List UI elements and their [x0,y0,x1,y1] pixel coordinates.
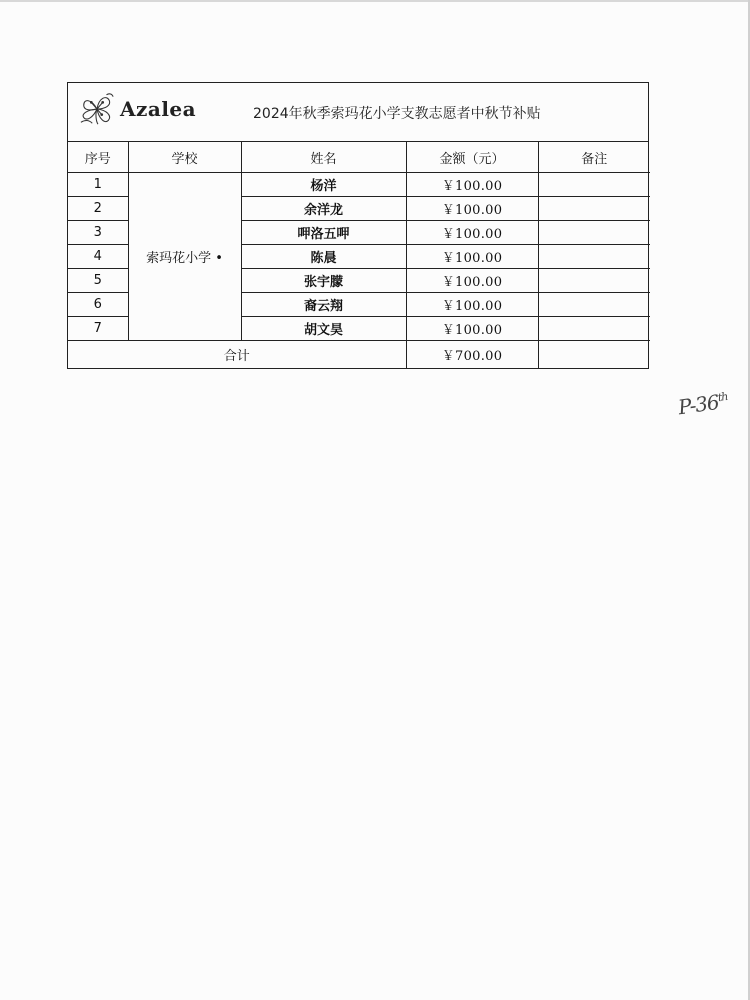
school-name: 索玛花小学 [146,251,212,266]
total-row [68,341,650,369]
row-name: 张宇朦 [241,269,406,293]
row-name: 裔云翔 [241,293,406,317]
table-row [68,173,650,197]
row-name: 陈晨 [241,245,406,269]
row-amount: ￥100.00 [406,245,538,269]
handwritten-mark-superscript: th [716,389,729,405]
row-name: 余洋龙 [241,197,406,221]
total-amount: ￥700.00 [406,341,538,369]
column-header-index: 序号 [68,142,128,173]
row-name: 胡文昊 [241,317,406,341]
row-note [538,269,650,293]
document-title: 2024年秋季索玛花小学支教志愿者中秋节补贴 [253,106,541,122]
logo-text: Azalea [120,97,197,121]
table-header-banner [68,83,648,142]
handwritten-mark-text: P-36 [676,389,721,420]
row-name: 杨洋 [241,173,406,197]
row-index: 6 [68,293,128,317]
row-index: 4 [68,245,128,269]
total-note [538,341,650,369]
column-header-amount: 金额（元） [406,142,538,173]
azalea-logo [78,91,196,127]
row-note [538,221,650,245]
bullet-mark: • [215,251,223,266]
column-header-name: 姓名 [241,142,406,173]
handwritten-page-mark [677,389,730,420]
row-name: 呷洛五呷 [241,221,406,245]
row-amount: ￥100.00 [406,221,538,245]
school-cell [128,173,241,341]
row-amount: ￥100.00 [406,269,538,293]
row-note [538,317,650,341]
row-note [538,245,650,269]
row-note [538,197,650,221]
row-index: 7 [68,317,128,341]
row-amount: ￥100.00 [406,197,538,221]
row-index: 1 [68,173,128,197]
row-note [538,293,650,317]
column-header-school: 学校 [128,142,241,173]
row-amount: ￥100.00 [406,293,538,317]
row-index: 5 [68,269,128,293]
row-amount: ￥100.00 [406,317,538,341]
azalea-flower-icon [78,91,116,127]
row-index: 2 [68,197,128,221]
row-amount: ￥100.00 [406,173,538,197]
row-note [538,173,650,197]
column-header-note: 备注 [538,142,650,173]
subsidy-grid [68,142,650,368]
subsidy-table [67,82,649,369]
row-index: 3 [68,221,128,245]
column-header-row [68,142,650,173]
total-label: 合计 [68,341,406,369]
scan-edge [0,0,750,2]
